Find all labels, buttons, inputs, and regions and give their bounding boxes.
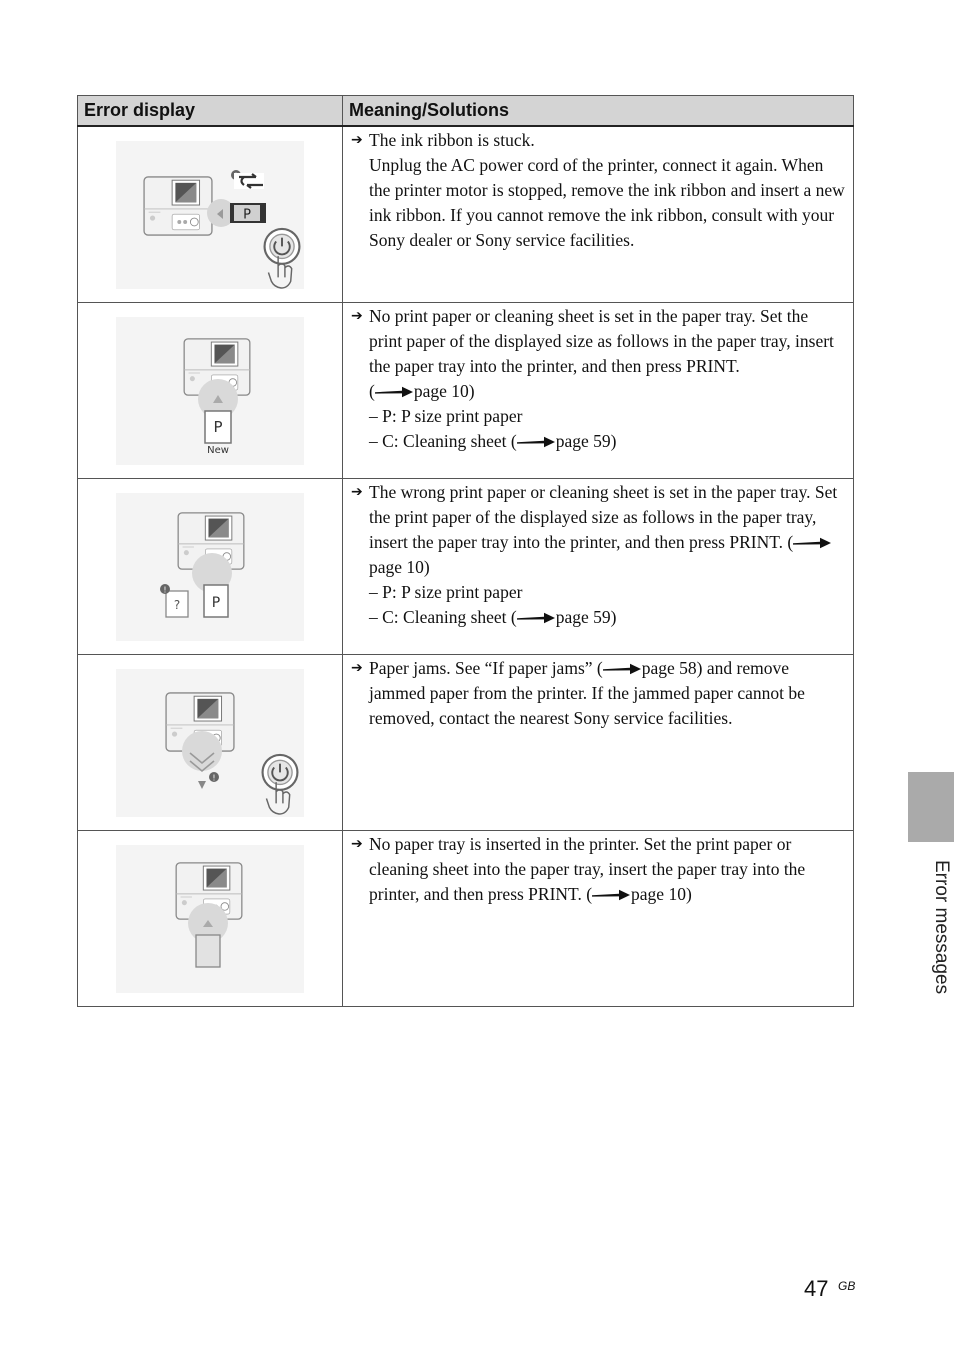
error-display-cell — [78, 126, 343, 303]
unknown-paper-mark: ? — [173, 597, 181, 612]
meaning-cell — [343, 479, 854, 655]
header-meaning-solutions: Meaning/Solutions — [343, 96, 854, 127]
printer-no-tray-illustration — [116, 845, 304, 993]
svg-text:P: P — [243, 207, 251, 222]
list-item — [351, 605, 845, 630]
page-reference[interactable]: page 58) and remove jammed paper from the printer. If the jammed paper cannot be removed, contact the nearest Sony service facilities. — [369, 658, 805, 728]
page-suffix: GB — [838, 1279, 856, 1293]
page-reference[interactable]: page 10) — [413, 381, 475, 401]
meaning-cell — [343, 831, 854, 1007]
table-row — [78, 831, 854, 1007]
error-display-cell — [78, 303, 343, 479]
page-reference-arrow-icon — [517, 436, 555, 448]
page-reference[interactable]: page 10) — [631, 884, 692, 904]
meaning-cell — [343, 303, 854, 479]
table-row — [78, 126, 854, 303]
page-reference-arrow-icon — [603, 663, 641, 675]
page-number: 47 — [804, 1276, 829, 1301]
page-reference-arrow-icon — [375, 386, 413, 398]
printer-wrong-paper-illustration — [116, 493, 304, 641]
solution-text: Unplug the AC power cord of the printer, connect it again. When the printer motor is stopped, remove the ink ribbon and insert a new ink ribbon. If you cannot remove the ink ribbon, consult with your Sony dealer or Sony service facilities. — [369, 155, 845, 250]
right-arrow-icon: ➔ — [351, 836, 363, 852]
error-display-cell — [78, 655, 343, 831]
page-reference[interactable]: page 59) — [555, 431, 617, 451]
svg-text:!: ! — [163, 585, 167, 594]
error-display-cell — [78, 831, 343, 1007]
error-table — [77, 95, 854, 1007]
solution-text: Paper jams. See “If paper jams” ( — [369, 658, 603, 678]
meaning-cell — [343, 126, 854, 303]
table-row — [78, 655, 854, 831]
right-arrow-icon: ➔ — [351, 132, 363, 148]
section-tab — [908, 772, 954, 842]
page-reference[interactable]: page 59) — [555, 607, 617, 627]
page-reference[interactable]: page 10) — [369, 557, 430, 577]
header-error-display: Error display — [78, 96, 343, 127]
list-item: – P: P size print paper — [369, 406, 523, 426]
list-item: – P: P size print paper — [369, 582, 523, 602]
error-display-cell — [78, 479, 343, 655]
page-reference-arrow-icon — [793, 537, 831, 549]
solution-text: No paper tray is inserted in the printer. Set the print paper or cleaning sheet into the paper tray, insert the paper tray into the printer, and then press PRINT. ( — [369, 834, 806, 904]
list-item-text: – C: Cleaning sheet ( — [369, 607, 517, 627]
solution-text: No print paper or cleaning sheet is set in the paper tray. Set the print paper of the displayed size as follows in the paper tray, insert the paper tray into the printer, and then press PRINT. — [369, 306, 834, 376]
svg-text:!: ! — [212, 773, 216, 782]
printer-paper-jam-illustration — [116, 669, 304, 817]
ref-paren: ( — [369, 381, 375, 401]
solution-text: The wrong print paper or cleaning sheet is set in the paper tray. Set the print paper of the displayed size as follows in the paper tray, insert the paper tray into the printer, and then press PRINT. ( — [369, 482, 838, 552]
tray-letter: P — [211, 594, 221, 611]
list-item — [351, 429, 845, 454]
table-row — [78, 303, 854, 479]
right-arrow-icon: ➔ — [351, 484, 363, 500]
solution-text: The ink ribbon is stuck. — [369, 130, 535, 150]
right-arrow-icon: ➔ — [351, 660, 363, 676]
printer-no-paper-illustration — [116, 317, 304, 465]
printer-ribbon-error-illustration — [116, 141, 304, 289]
table-row — [78, 479, 854, 655]
right-arrow-icon: ➔ — [351, 308, 363, 324]
tray-caption: New — [207, 444, 229, 456]
list-item-text: – C: Cleaning sheet ( — [369, 431, 517, 451]
section-label: Error messages — [931, 860, 952, 995]
page-reference-arrow-icon — [517, 612, 555, 624]
page-reference-arrow-icon — [592, 889, 630, 901]
table-header-row — [78, 96, 854, 127]
tray-letter: P — [213, 417, 223, 436]
meaning-cell — [343, 655, 854, 831]
